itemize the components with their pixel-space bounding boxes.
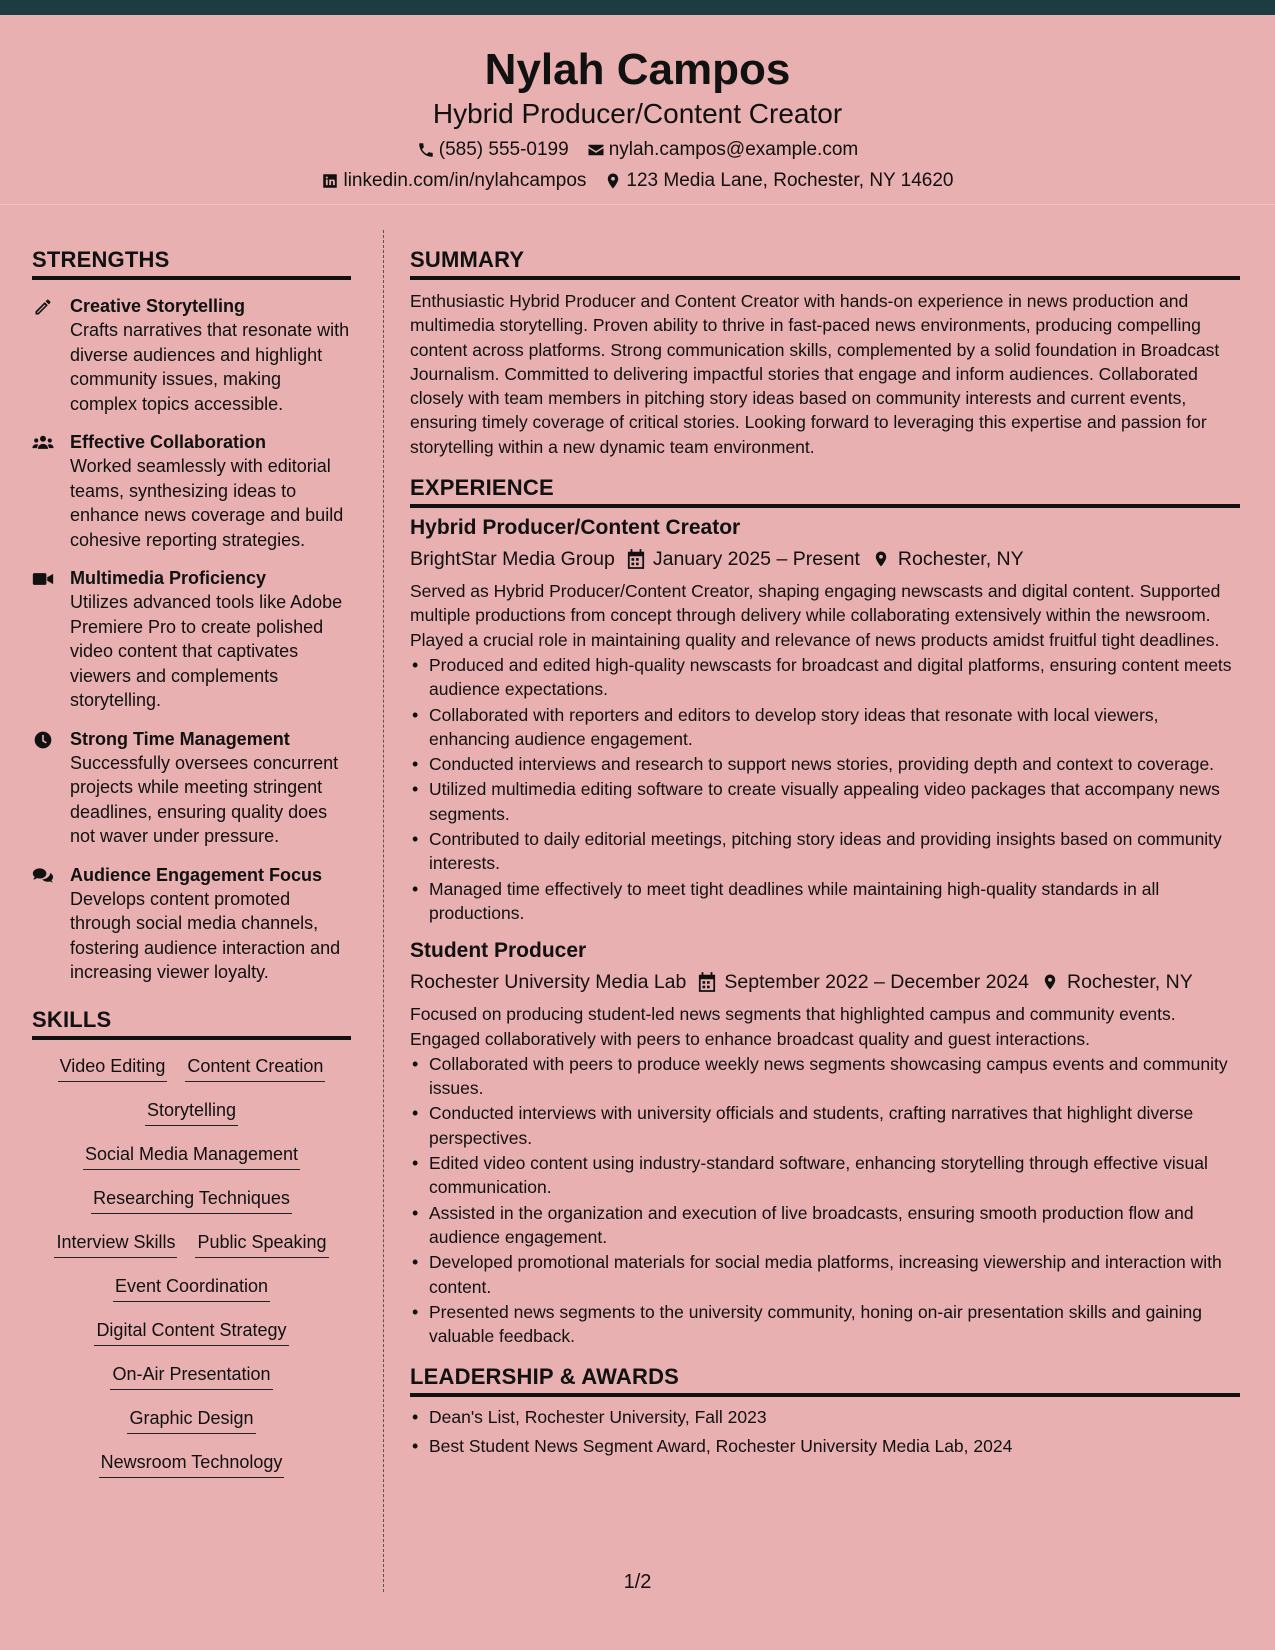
skill-tag: Newsroom Technology xyxy=(99,1450,285,1478)
strength-title: Strong Time Management xyxy=(70,728,290,749)
page-indicator: 1/2 xyxy=(623,1571,652,1593)
email-text[interactable]: nylah.campos@example.com xyxy=(608,139,859,160)
skill-tag: Public Speaking xyxy=(195,1230,328,1258)
job-description: Focused on producing student-led news segments that highlighted campus and community events. Engaged collaboratively with peers to enhance broadcast quality and guest interactions. xyxy=(410,1004,1176,1049)
strength-description: Worked seamlessly with editorial teams, synthesizing ideas to enhance news coverage and build cohesive reporting strategies. xyxy=(70,456,344,550)
top-accent-bar xyxy=(0,0,1275,15)
strength-item xyxy=(32,430,351,552)
list-item: • Presented news segments to the university community, honing on-air presentation skills and gaining valuable feedback. xyxy=(410,1300,1240,1349)
list-item: • Produced and edited high-quality newscasts for broadcast and digital platforms, ensuring content meets audience expectations. xyxy=(410,653,1240,702)
job-bullets xyxy=(410,653,1240,925)
address-text: 123 Media Lane, Rochester, NY 14620 xyxy=(626,170,954,191)
envelope-icon xyxy=(587,141,605,159)
strength-title: Creative Storytelling xyxy=(70,296,246,316)
map-pin-icon xyxy=(604,172,622,190)
job-title: Student Producer xyxy=(410,939,587,963)
job-title: Hybrid Producer/Content Creator xyxy=(410,516,741,540)
skill-tag: Storytelling xyxy=(145,1098,238,1126)
job-company: Rochester University Media Lab xyxy=(410,971,687,994)
job-entry xyxy=(410,937,1240,1348)
job-dates: September 2022 – December 2024 xyxy=(724,971,1029,994)
job-company: BrightStar Media Group xyxy=(410,548,615,571)
list-item: • Managed time effectively to meet tight deadlines while maintaining high-quality standards in all productions. xyxy=(410,877,1240,926)
strength-description: Successfully oversees concurrent projects while meeting stringent deadlines, ensuring quality does not waver under pressure. xyxy=(70,752,339,846)
phone-text: (585) 555-0199 xyxy=(438,139,569,160)
list-item: • Conducted interviews with university officials and students, crafting narratives that highlight diverse perspectives. xyxy=(410,1101,1240,1150)
skill-tag: Researching Techniques xyxy=(91,1186,292,1214)
list-item: • Contributed to daily editorial meetings, pitching story ideas and providing insights based on community interests. xyxy=(410,827,1240,876)
skill-tag: Social Media Management xyxy=(83,1142,300,1170)
right-column xyxy=(410,245,1240,1458)
strength-item xyxy=(32,727,351,849)
skill-tag: Interview Skills xyxy=(54,1230,177,1258)
strength-item xyxy=(32,863,351,985)
job-location: Rochester, NY xyxy=(897,548,1024,571)
skill-tag: Event Coordination xyxy=(113,1274,270,1302)
job-bullets xyxy=(410,1052,1240,1349)
strength-title: Audience Engagement Focus xyxy=(70,864,323,885)
strength-item xyxy=(32,566,351,713)
leadership-heading: LEADERSHIP & AWARDS xyxy=(410,1362,1240,1397)
strength-title: Multimedia Proficiency xyxy=(70,568,267,588)
summary-heading: SUMMARY xyxy=(410,245,1240,280)
video-camera-icon xyxy=(32,569,54,589)
strengths-heading: STRENGTHS xyxy=(32,245,351,280)
job-dates: January 2025 – Present xyxy=(652,548,860,571)
linkedin-icon xyxy=(321,172,339,190)
strength-description: Crafts narratives that resonate with diverse audiences and highlight community issues, making complex topics accessible. xyxy=(70,320,350,414)
list-item: • Dean's List, Rochester University, Fall 2023 xyxy=(410,1405,1240,1429)
comments-icon xyxy=(32,866,54,886)
list-item: • Collaborated with peers to produce weekly news segments showcasing campus events and community issues. xyxy=(410,1052,1240,1101)
resume-header xyxy=(0,15,1275,205)
skill-tag: On-Air Presentation xyxy=(110,1362,272,1390)
list-item: • Developed promotional materials for social media platforms, increasing viewership and interaction with content. xyxy=(410,1250,1240,1299)
skill-tag: Digital Content Strategy xyxy=(94,1318,288,1346)
strength-title: Effective Collaboration xyxy=(70,432,267,452)
calendar-icon xyxy=(627,549,645,569)
leadership-list xyxy=(410,1405,1240,1458)
calendar-icon xyxy=(698,972,716,992)
list-item: • Conducted interviews and research to support news stories, providing depth and context to coverage. xyxy=(410,752,1240,776)
skills-list xyxy=(32,1054,351,1478)
job-meta xyxy=(410,545,1240,573)
strength-description: Utilizes advanced tools like Adobe Premiere Pro to create polished video content that captivates viewers and complements storytelling. xyxy=(70,592,343,710)
job-entry xyxy=(410,514,1240,925)
list-item: • Utilized multimedia editing software to create visually appealing video packages that accompany news segments. xyxy=(410,777,1240,826)
candidate-name: Nylah Campos xyxy=(484,45,791,94)
skill-tag: Content Creation xyxy=(185,1054,325,1082)
job-location: Rochester, NY xyxy=(1067,971,1193,994)
strength-item xyxy=(32,294,351,416)
list-item: • Edited video content using industry-standard software, enhancing storytelling through effective visual communication. xyxy=(410,1151,1240,1200)
strength-description: Develops content promoted through social media channels, fostering audience interaction and increasing viewer loyalty. xyxy=(70,888,341,982)
candidate-title: Hybrid Producer/Content Creator xyxy=(432,98,843,129)
skills-heading: SKILLS xyxy=(32,1005,351,1040)
list-item: • Assisted in the organization and execution of live broadcasts, ensuring smooth production flow and audience engagement. xyxy=(410,1201,1240,1250)
job-meta xyxy=(410,968,1240,996)
map-pin-icon xyxy=(872,549,890,569)
users-icon xyxy=(32,433,54,453)
email-contact[interactable] xyxy=(587,138,859,162)
skill-tag: Graphic Design xyxy=(127,1406,255,1434)
linkedin-contact[interactable] xyxy=(321,169,586,193)
list-item: • Best Student News Segment Award, Rochester University Media Lab, 2024 xyxy=(410,1434,1240,1458)
skill-tag: Video Editing xyxy=(58,1054,168,1082)
contact-row-1 xyxy=(0,138,1275,162)
job-description: Served as Hybrid Producer/Content Creator, shaping engaging newscasts and digital content. Supported multiple productions from concept through delivery while collaborating extensively within the newsroom. Played a crucial role in maintaining quality and relevance of news products amidst fruitful tight deadlines. xyxy=(410,581,1221,650)
clock-icon xyxy=(32,730,54,750)
contact-row-2 xyxy=(0,169,1275,193)
summary-text: Enthusiastic Hybrid Producer and Content Creator with hands-on experience in news production and multimedia storytelling. Proven ability to thrive in fast-paced news environments, producing compelling content across platforms. Strong communication skills, complemented by a solid foundation in Broadcast Journalism. Committed to delivering impactful stories that engage and inform audiences. Collaborated closely with team members in pitching story ideas based on community interests and current events, ensuring timely coverage of critical stories. Looking forward to leveraging this expertise and passion for storytelling within a new dynamic team environment. xyxy=(410,291,1220,457)
experience-heading: EXPERIENCE xyxy=(410,473,1240,508)
list-item: • Collaborated with reporters and editors to develop story ideas that resonate with local viewers, enhancing audience engagement. xyxy=(410,703,1240,752)
linkedin-text[interactable]: linkedin.com/in/nylahcampos xyxy=(343,170,587,191)
phone-icon xyxy=(417,141,435,159)
left-column xyxy=(32,245,351,1478)
column-divider xyxy=(383,230,384,1592)
pencil-icon xyxy=(32,297,54,317)
phone-contact xyxy=(417,138,569,162)
map-pin-icon xyxy=(1041,972,1059,992)
address-contact xyxy=(604,169,953,193)
